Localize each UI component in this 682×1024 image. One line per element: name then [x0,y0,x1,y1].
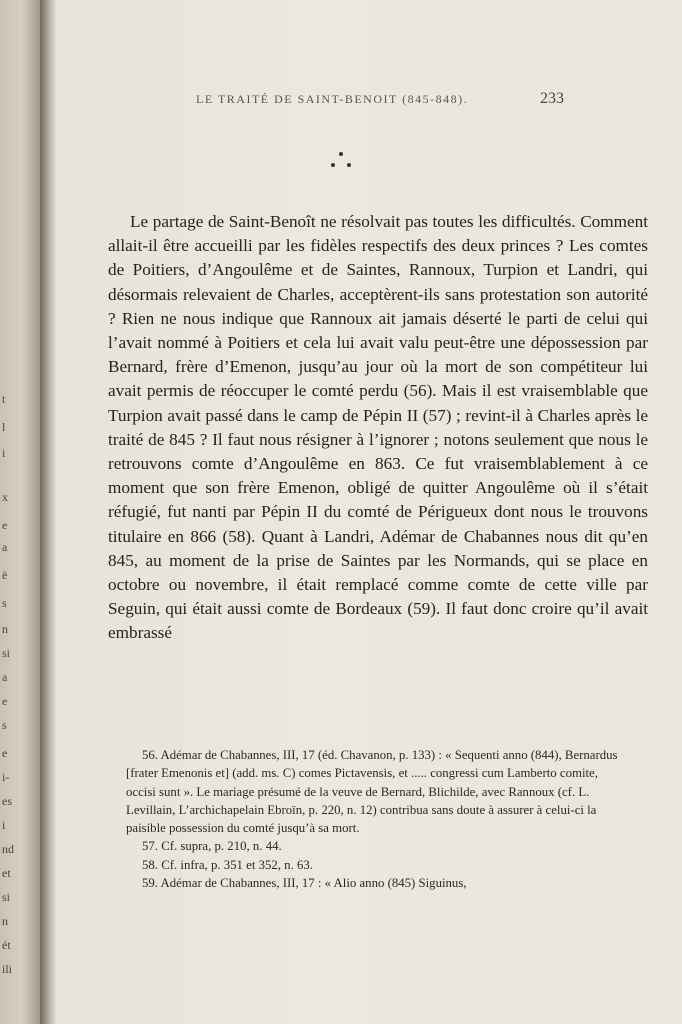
left-page-fragment: s [2,718,7,732]
left-page-fragment: et [2,866,11,880]
footnote-59: 59. Adémar de Chabannes, III, 17 : « Alio anno (845) Siguinus, [142,876,467,891]
footnote-57: 57. Cf. supra, p. 210, n. 44. [142,839,282,854]
left-page-fragment: ili [2,962,13,976]
left-page-fragment: i- [2,770,10,784]
footnote-56: 56. Adémar de Chabannes, III, 17 (éd. Chavanon, p. 133) : « Sequenti anno (844), Bernardus [frater Emenonis et] (add. ms. C) comes Pictavensis, et ..... congressi cum Lamberto comite, occisi sunt ». Le mariage présumé de la veuve de Bernard, Blichilde, avec Rannoux (cf. L. Levillain, L’archichapelain Ebroïn, p. 220, n. 12) contribua sans doute à assurer à celui-ci la paisible possession du comté jusqu’à sa mort. [126,748,618,836]
asterism-ornament [326,150,356,178]
left-page-fragment: ét [2,938,11,952]
left-page-fragment: e [2,518,8,532]
left-page-fragment: a [2,540,8,554]
body-paragraph: Le partage de Saint-Benoît ne résolvait pas toutes les difficultés. Comment allait-il être accueilli par les fidèles respectifs des deux princes ? Les comtes de Poitiers, d’Angoulême et de Saintes, Rannoux, Turpion et Landri, qui désormais relevaient de Charles, acceptèrent-ils sans protestation son autorité ? Rien ne nous indique que Rannoux ait jamais déserté le parti de celui qui l’avait nommé à Poitiers et cela lui avait valu peut-être une dépossession par Bernard, frère d’Emenon, jusqu’au jour où la mort de son compétiteur lui avait permis de réoccuper le comté perdu (56). Mais il est vraisemblable que Turpion avait passé dans le camp de Pépin II (57) ; revint-il à Charles après le traité de 845 ? Il faut nous résigner à l’ignorer ; notons seulement que nous le retrouvons comte d’Angoulême en 863. Ce fut vraisemblablement à ce moment que son frère Emenon, obligé de quitter Angoulême où il s’était réfugié, fut nanti par Pépin II du comté de Périgueux dont nous le trouvons titulaire en 866 (58). Quant à Landri, Adémar de Chabannes nous dit qu’en 845, au moment de la prise de Saintes par les Normands, qui se place en octobre ou novembre, il était remplacé comme comte de cette ville par Seguin, qui était aussi comte de Bordeaux (59). Il faut donc croire qu’il avait embrassé [108,212,648,643]
left-page-fragment: n [2,914,8,928]
left-page-fragment: e [2,746,8,760]
left-page-fragment: l [2,420,6,434]
left-page-fragment: a [2,670,8,684]
left-page-fragment: t [2,392,6,406]
book-gutter [40,0,56,1024]
page-number: 233 [540,90,564,107]
book-page [56,0,682,1024]
left-page-fragment: ë [2,568,8,582]
footnote-58: 58. Cf. infra, p. 351 et 352, n. 63. [142,857,313,872]
left-page-fragment: si [2,646,11,660]
left-page-fragment: i [2,446,6,460]
left-page-fragment: i [2,818,6,832]
running-header: LE TRAITÉ DE SAINT-BENOIT (845-848). [196,92,469,106]
left-page-fragment: s [2,596,7,610]
footnotes [126,746,626,892]
left-page-fragment: e [2,694,8,708]
left-page-fragment: es [2,794,12,808]
left-page-fragment: n [2,622,8,636]
left-page-fragment: x [2,490,8,504]
left-page-fragment: si [2,890,11,904]
left-page-edge [0,0,40,1024]
main-text [108,210,648,646]
left-page-fragment: nd [2,842,14,856]
